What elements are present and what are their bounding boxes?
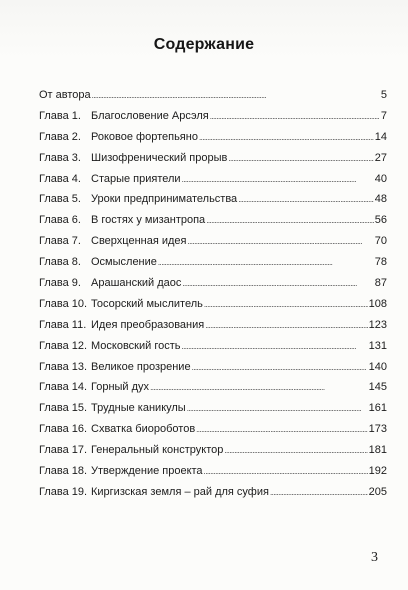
toc-entry-title: Генеральный конструктор	[91, 444, 224, 457]
toc-dot-leader	[188, 235, 374, 249]
toc-dot-leader	[224, 444, 367, 458]
toc-entry-chapter: Глава 18.	[39, 465, 88, 478]
toc-entry-foreword	[39, 88, 387, 109]
toc-entry-page: 70	[374, 235, 387, 248]
toc-entry-page: 7	[380, 109, 387, 122]
toc-entry	[39, 401, 387, 422]
toc-entry-title: Арашанский даос	[91, 277, 182, 290]
toc-dot-leader	[182, 173, 374, 187]
toc-entry-page: 131	[368, 339, 387, 352]
toc-entry-title: Тосорский мыслитель	[91, 297, 203, 310]
toc-dot-leader	[205, 319, 367, 333]
toc-entry-chapter: Глава 19.	[39, 485, 88, 498]
toc-dot-leader	[182, 277, 373, 291]
toc-entry	[39, 172, 387, 193]
toc-entry-chapter: Глава 11.	[39, 318, 87, 331]
toc-entry-page: 78	[374, 256, 387, 269]
toc-entry-title: Московский гость	[91, 339, 181, 352]
toc-dot-leader	[158, 256, 374, 270]
toc-entry-title: Горный дух	[91, 381, 150, 394]
toc-dot-leader	[238, 193, 374, 207]
toc-entry-title: Шизофренический прорыв	[91, 151, 228, 164]
toc-dot-leader	[182, 340, 368, 354]
toc-entry-title: Уроки предпринимательства	[91, 193, 238, 206]
toc-entry-chapter: Глава 13.	[39, 360, 88, 373]
toc-dot-leader	[92, 89, 380, 103]
toc-entry-title: От автора	[39, 89, 91, 101]
toc-entry-title: Трудные каникулы	[91, 402, 186, 415]
toc-entry-title: Великое прозрение	[91, 360, 191, 373]
toc-entry-page: 40	[374, 172, 387, 185]
toc-dot-leader	[187, 402, 368, 416]
toc-dot-leader	[196, 423, 367, 437]
toc-entry-chapter: Глава 3.	[39, 151, 81, 164]
toc-entry	[39, 109, 387, 130]
toc-entry-page: 173	[368, 423, 387, 436]
page-title: Содержание	[153, 36, 255, 53]
toc-entry	[39, 380, 387, 401]
toc-entry	[39, 255, 387, 276]
toc-entry-title: Сверхценная идея	[91, 235, 187, 248]
toc-entry	[39, 213, 387, 234]
toc-entry-chapter: Глава 16.	[39, 423, 88, 436]
toc-entry-page: 108	[368, 297, 387, 310]
toc-entry-title: В гостях у мизантропа	[91, 214, 206, 227]
toc-entry-title: Осмысление	[91, 256, 157, 269]
toc-entry	[39, 464, 387, 485]
toc-entry	[39, 297, 387, 318]
toc-entry-page: 205	[368, 485, 387, 498]
toc-entry-chapter: Глава 17.	[39, 444, 88, 457]
toc-entry-page: 192	[368, 465, 387, 478]
toc-entry	[39, 443, 387, 464]
toc-entry-title: Роковое фортепьяно	[91, 130, 198, 143]
toc-entry	[39, 234, 387, 255]
toc-entry-chapter: Глава 10.	[39, 297, 88, 310]
toc-entry-page: 27	[374, 151, 387, 164]
toc-entry-title: Благословение Арсэля	[91, 109, 209, 122]
toc-entry-chapter: Глава 8.	[39, 256, 81, 269]
toc-entry	[39, 151, 387, 172]
toc-entry	[39, 485, 387, 506]
toc-entry-page: 181	[368, 444, 387, 457]
toc-entry-page: 123	[368, 318, 387, 331]
toc-dot-leader	[228, 152, 373, 166]
toc-dot-leader	[270, 486, 368, 500]
toc-dot-leader	[210, 110, 380, 124]
toc-entry-chapter: Глава 12.	[39, 339, 88, 352]
toc-dot-leader	[199, 131, 374, 145]
toc-entry-chapter: Глава 14.	[39, 381, 88, 394]
toc-entry-page: 161	[368, 402, 387, 415]
toc-entry-title: Утверждение проекта	[91, 465, 203, 478]
toc-entry	[39, 318, 387, 339]
toc-entry-title: Схватка биороботов	[91, 423, 196, 436]
toc-entry-chapter: Глава 6.	[39, 214, 81, 227]
toc-entry-page: 140	[368, 360, 387, 373]
toc-dot-leader	[192, 361, 368, 375]
toc-entry-page: 48	[374, 193, 387, 206]
toc-entry-page: 56	[374, 214, 387, 227]
toc-entry-chapter: Глава 4.	[39, 172, 81, 185]
toc-entry-title: Киргизская земля – рай для суфия	[91, 485, 269, 498]
toc-entry-title: Старые приятели	[91, 172, 181, 185]
page-number: 3	[371, 550, 378, 565]
toc-entry-page: 14	[374, 130, 387, 143]
toc-dot-leader	[204, 465, 368, 479]
toc-entry-chapter: Глава 15.	[39, 402, 88, 415]
toc-entry	[39, 130, 387, 151]
toc-entry-chapter: Глава 7.	[39, 235, 81, 248]
table-of-contents	[39, 88, 387, 506]
toc-entry-chapter: Глава 1.	[39, 109, 81, 122]
toc-entry	[39, 360, 387, 381]
toc-entry-title: Идея преобразования	[91, 318, 205, 331]
toc-entry-chapter: Глава 5.	[39, 193, 81, 206]
toc-entry-page: 145	[368, 381, 387, 394]
toc-dot-leader	[206, 214, 374, 228]
toc-dot-leader	[204, 298, 368, 312]
toc-entry	[39, 339, 387, 360]
toc-entry-chapter: Глава 2.	[39, 130, 81, 143]
toc-entry-page: 5	[380, 89, 387, 101]
toc-entry	[39, 276, 387, 297]
toc-entry-page: 87	[374, 277, 387, 290]
toc-entry	[39, 422, 387, 443]
toc-dot-leader	[150, 381, 368, 395]
toc-entry	[39, 192, 387, 213]
toc-entry-chapter: Глава 9.	[39, 277, 81, 290]
